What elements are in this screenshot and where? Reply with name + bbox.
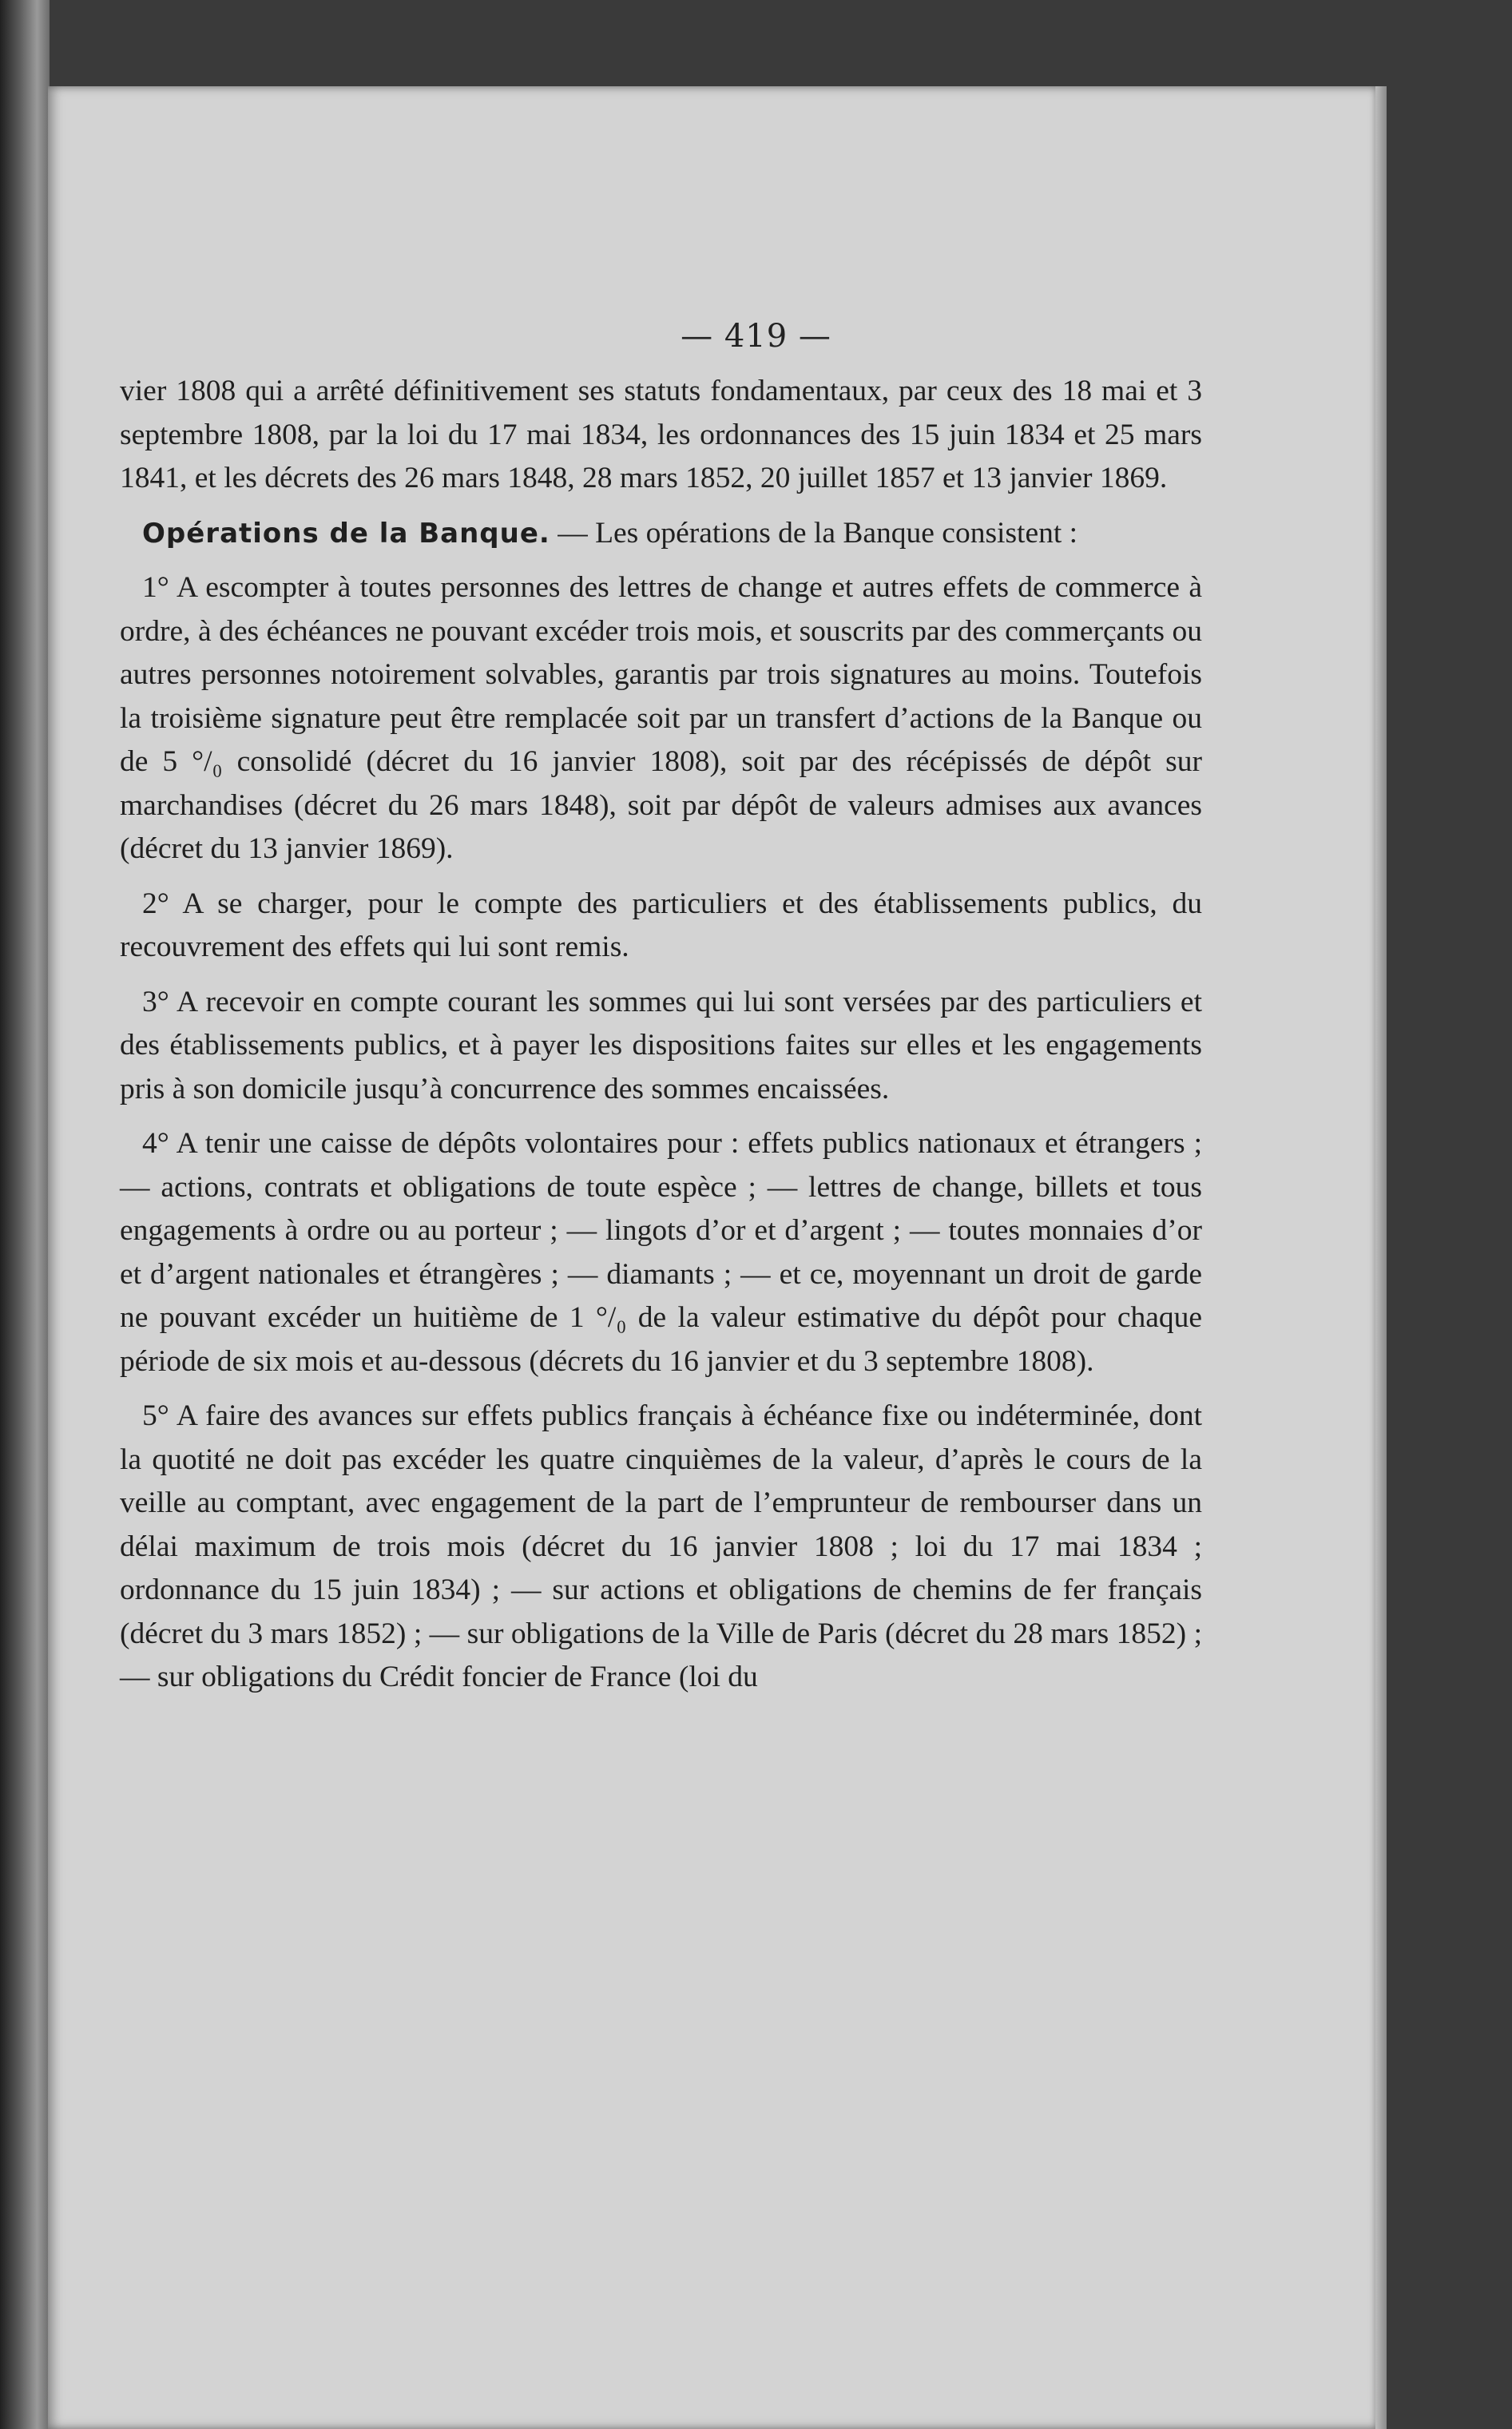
paragraph-2: 2° A se charger, pour le compte des particuliers et des établissements publics, du recouvrement des effets qui lui sont remis. bbox=[120, 887, 1202, 963]
body-text bbox=[120, 370, 1202, 1700]
book-spine-edge bbox=[0, 0, 50, 2429]
paragraph-continuation: vier 1808 qui a arrêté définitivement ses statuts fondamentaux, par ceux des 18 mai et 3 septembre 1808, par la loi du 17 mai 1834, les ordonnances des 15 juin 1834 et 25 mars 1841, et les décrets des 26 mars 1848, 28 mars 1852, 20 juillet 1857 et 13 janvier 1869. bbox=[120, 375, 1202, 494]
page-number: — 419 — bbox=[681, 318, 831, 355]
paragraph-3: 3° A recevoir en compte courant les sommes qui lui sont versées par des particuliers et des établissements publics, et à payer les dispositions faites sur elles et les engagements pris à son domicile jusqu’à concurrence des sommes encaissées. bbox=[120, 985, 1202, 1105]
section-heading: Opérations de la Banque. bbox=[142, 517, 550, 550]
paragraph-5: 5° A faire des avances sur effets publics français à échéance fixe ou indéterminée, dont la quotité ne doit pas excéder les quatre cinquièmes de la valeur, d’après le cours de la veille au comptant, avec engagement de la part de l’emprunteur de rembourser dans un délai maximum de trois mois (décret du 16 janvier 1808 ; loi du 17 mai 1834 ; ordonnance du 15 juin 1834) ; — sur actions et obligations de chemins de fer français (décret du 3 mars 1852) ; — sur obligations de la Ville de Paris (décret du 28 mars 1852) ; — sur obligations du Crédit foncier de France (loi du bbox=[120, 1399, 1202, 1693]
section-paragraph bbox=[120, 512, 1202, 556]
paragraph-1: 1° A escompter à toutes personnes des lettres de change et autres effets de commerce à ordre, à des échéances ne pouvant excéder trois mois, et souscrits par des commerçants ou autres personnes notoirement solvables, garantis par trois signatures au moins. Toutefois la troisième signature peut être remplacée soit par un transfert d’actions de la Banque ou de 5 °/₀ consolidé (décret du 16 janvier 1808), soit par des récépissés de dépôt sur marchandises (décret du 26 mars 1848), soit par dépôt de valeurs admises aux avances (décret du 13 janvier 1869). bbox=[120, 571, 1202, 865]
section-intro: — Les opérations de la Banque consistent : bbox=[550, 516, 1078, 550]
paragraph-4: 4° A tenir une caisse de dépôts volontaires pour : effets publics nationaux et étrangers ; — actions, contrats et obligations de toute espèce ; — lettres de change, billets et tous engagements à ordre ou au porteur ; — lingots d’or et d’argent ; — toutes monnaies d’or et d’argent nationales et étrangères ; — diamants ; — et ce, moyennant un droit de garde ne pouvant excéder un huitième de 1 °/₀ de la valeur estimative du dépôt pour chaque période de six mois et au-dessous (décrets du 16 janvier et du 3 septembre 1808). bbox=[120, 1127, 1202, 1378]
page-edge bbox=[1375, 86, 1387, 2429]
